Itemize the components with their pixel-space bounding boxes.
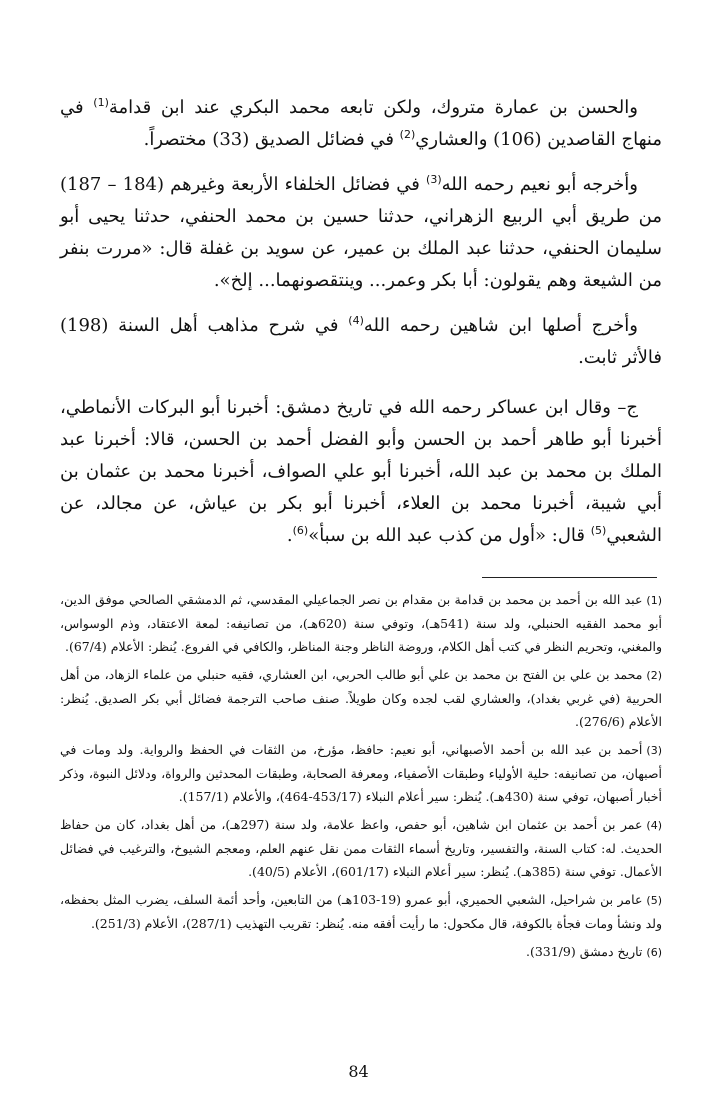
text-run: في فضائل الخلفاء الأربعة وغيرهم (184 – 187) من طريق أبي الربيع الزهراني، حدثنا حسين بن محمد الحنفي، حدثنا يحيى أبو سليمان الحنفي، حدثنا عبد الملك بن عمير، عن سويد بن غفلة قال: «مررت بنفر من الشيعة وهم يقولون: أبا بكر وعمر... وينتقصونهما... إلخ».: [60, 174, 662, 291]
footnotes: [60, 588, 662, 969]
text-run: .: [286, 525, 293, 546]
text-run: في منهاج القاصدين (106) والعشاري: [60, 97, 662, 150]
footnote-ref: (2): [399, 128, 416, 141]
footnote-number: (4): [646, 819, 662, 832]
footnote-ref: (1): [93, 96, 109, 109]
footnote-number: (1): [646, 594, 662, 607]
footnote-number: (2): [646, 669, 662, 682]
text-run: وأخرج أصلها ابن شاهين رحمه الله: [363, 315, 638, 336]
text-run: في فضائل الصديق (33) مختصراً.: [143, 129, 400, 150]
footnote-text: محمد بن علي بن الفتح بن محمد بن علي أبو طالب الحربي، ابن العشاري، فقيه حنبلي من علماء الزهاد، من أهل الحربية (في غربي بغداد)، والعشاري لقب لجده وكان طويلاً. صنف صاحب الترجمة فضائل أبي بكر الصديق. يُنظر: الأعلام (276/6).: [60, 667, 662, 729]
footnote-text: أحمد بن عبد الله بن أحمد الأصبهاني، أبو نعيم: حافظ، مؤرخ، من الثقات في الحفظ والرواية. ولد ومات في أصبهان، من تصانيفه: حلية الأولياء وطبقات الأصفياء، ومعرفة الصحابة، وطبقات المحدثين والرواة، ودلائل النبوة، وذكر أخبار أصبهان، توفي سنة (430هـ). يُنظر: سير أعلام النبلاء (453/17-464)، والأعلام (157/1).: [60, 742, 662, 804]
footnote-ref: (5): [590, 524, 607, 537]
main-text: [60, 92, 662, 565]
footnote-number: (5): [646, 894, 662, 907]
footnote-ref: (4): [348, 314, 364, 327]
footnote-text: عبد الله بن أحمد بن محمد بن قدامة بن مقدام بن نصر الجماعيلي المقدسي، ثم الدمشقي الصالحي موفق الدين، أبو محمد الفقيه الحنبلي، ولد سنة (541هـ)، وتوفي سنة (620هـ)، من تصانيفه: لمعة الاعتقاد، وذم الوسواس، والمغني، وتحريم النظر في كتب أهل الكلام، وروضة الناظر وجنة المناظر، والكافي في الفروع. يُنظر: الأعلام (67/4).: [60, 592, 663, 654]
footnote-2: [60, 663, 662, 733]
footnote-1: [60, 588, 662, 658]
footnote-number: (6): [646, 946, 662, 959]
footnote-5: [60, 888, 662, 935]
text-run: ج– وقال ابن عساكر رحمه الله في تاريخ دمشق: أخبرنا أبو البركات الأنماطي، أخبرنا أبو طاهر أحمد بن الحسن وأبو الفضل أحمد بن الحسن، قالا: أخبرنا عبد الملك بن محمد بن عبد الله، أخبرنا أبو علي الصواف، أخبرنا محمد بن عثمان بن أبي شيبة، أخبرنا محمد بن العلاء، أخبرنا أبو بكر بن عياش، عن مجالد، عن الشعبي: [60, 397, 662, 546]
text-run: وأخرجه أبو نعيم رحمه الله: [441, 174, 638, 195]
paragraph-2: [60, 169, 662, 297]
footnote-text: عامر بن شراحيل، الشعبي الحميري، أبو عمرو (19-103هـ) من التابعين، وأحد أئمة السلف، يضرب المثل بحفظه، ولد ونشأ ومات فجأة بالكوفة، قال مكحول: ما رأيت أفقه منه. يُنظر: تقريب التهذيب (287/1)، الأعلام (251/3).: [60, 892, 662, 931]
footnote-divider: [482, 577, 657, 578]
footnote-6: [60, 940, 662, 964]
footnote-text: عمر بن أحمد بن عثمان ابن شاهين، أبو حفص، واعظ علامة، ولد سنة (297هـ)، من أهل بغداد، كان من حفاظ الحديث. له: كتاب السنة، والتفسير، وتاريخ أسماء الثقات ممن نقل عنهم العلم، ومعجم الشيوخ، والترغيب في فضائل الأعمال. توفي سنة (385هـ). يُنظر: سير أعلام النبلاء (601/17)، الأعلام (40/5).: [60, 817, 662, 879]
footnote-text: تاريخ دمشق (331/9).: [525, 944, 643, 959]
footnote-ref: (3): [426, 173, 442, 186]
footnote-4: [60, 813, 662, 883]
footnote-ref: (6): [292, 524, 309, 537]
text-run: قال: «أول من كذب عبد الله بن سبأ»: [308, 525, 591, 546]
text-run: في شرح مذاهب أهل السنة (198) فالأثر ثابت.: [60, 315, 662, 368]
paragraph-4: [60, 392, 662, 552]
paragraph-3: [60, 310, 662, 374]
footnote-3: [60, 738, 662, 808]
page-number: 84: [348, 1062, 369, 1081]
text-run: والحسن بن عمارة متروك، ولكن تابعه محمد البكري عند ابن قدامة: [108, 97, 638, 118]
footnote-number: (3): [646, 744, 662, 757]
paragraph-1: [60, 92, 662, 156]
